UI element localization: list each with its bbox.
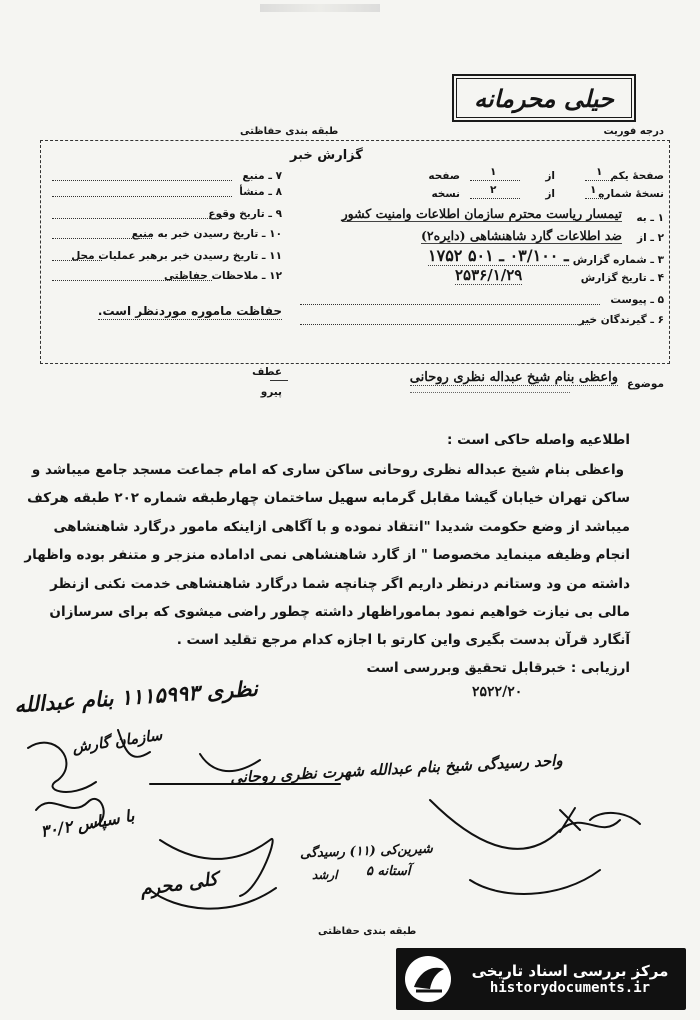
stamp-text: حیلی محرمانه bbox=[474, 83, 614, 113]
handwritten-note: واحد رسیدگی شیخ بنام عبدالله شهرت نظری روحانی bbox=[229, 751, 564, 787]
field-report-date-value: ۲۵۳۶/۱/۲۹ bbox=[455, 266, 523, 284]
subject-label: موضوع bbox=[627, 378, 664, 390]
field-to: ۱ ـ به bbox=[636, 212, 664, 224]
watermark-text bbox=[454, 962, 686, 996]
page-label: صفحهٔ یکم bbox=[610, 170, 664, 182]
body-line: ساکن تهران خیابان گیشا مقابل گرمابه سهیل ساختمان چهارطبقه شماره ۲۰۲ طبقه هرکف bbox=[27, 490, 630, 506]
field-from: ۲ ـ از bbox=[637, 232, 664, 244]
field-from-value: ضد اطلاعات گارد شاهنشاهی (دایره۲) bbox=[421, 228, 622, 243]
field-to-value: تیمسار ریاست محترم سازمان اطلاعات وامنیت کشور bbox=[341, 206, 622, 221]
handwritten-note: شیرین‌کی (۱۱) رسیدگی bbox=[299, 841, 434, 862]
subject-value: واعظی بنام شیخ عبداله نظری روحانی bbox=[409, 370, 618, 385]
watermark-url: historydocuments.ir bbox=[489, 980, 651, 996]
field-ops-line bbox=[52, 260, 102, 261]
handwritten-note: ارشد bbox=[312, 868, 338, 882]
page-from: از bbox=[545, 170, 555, 182]
handwritten-note: سازمان گارش bbox=[71, 725, 164, 757]
field-occurrence-date: ۹ ـ تاریخ وقوع bbox=[208, 208, 282, 220]
priority-label: درجه فوریت bbox=[603, 126, 664, 137]
field-source-line bbox=[52, 180, 232, 181]
watermark-title: مرکز بررسی اسناد تاریخی bbox=[471, 962, 669, 980]
body-line: مالی بی نیازت خواهیم نمود بماموراظهار داشته چطور راضی میشوی که برای سرسازان bbox=[49, 604, 630, 620]
copy-total-line bbox=[470, 198, 520, 199]
handwritten-note: آستانه ۵ bbox=[366, 864, 411, 879]
copy-total: ۲ bbox=[490, 184, 497, 196]
signature-strokes bbox=[28, 730, 640, 909]
atf-label: عطف bbox=[252, 366, 282, 378]
body-line: واعظی بنام شیخ عبداله نظری روحانی ساکن ساری که امام جماعت مسجد جامع میباشد و bbox=[31, 462, 624, 478]
copy-no: ۱ bbox=[590, 184, 597, 196]
field-report-number-value: ۱۷۵۲ ـ ۰۳/۱۰۰ ـ ۵۰۱ bbox=[428, 246, 569, 265]
protection-note: حفاظت ماموره موردنظر است. bbox=[97, 304, 282, 318]
field-recipients-line bbox=[300, 324, 590, 325]
field-ops-received: ۱۱ ـ تاریخ رسیدن خبر برهبر عملیات محل bbox=[71, 250, 282, 262]
field-origin-line bbox=[52, 196, 232, 197]
body-line: ارزیابی : خبرقابل تحقیق وبررسی است bbox=[366, 660, 630, 676]
body-line: اطلاعیه واصله حاکی است : bbox=[447, 432, 630, 448]
field-report-date: ۴ ـ تاریخ گزارش bbox=[580, 272, 664, 284]
subject-underline bbox=[410, 392, 570, 393]
handwritten-note: با سپاس ۳۰/۲ bbox=[39, 805, 136, 842]
report-title: گزارش خبر bbox=[290, 148, 363, 163]
page-no: ۱ bbox=[596, 166, 603, 178]
field-attachment-line bbox=[300, 304, 600, 305]
field-attachment: ۵ ـ پیوست bbox=[610, 294, 664, 306]
body-line: آنگارد قرآن بدست بگیری واین کارتو با اجازه کدام مرجع تقلید است . bbox=[176, 632, 630, 648]
document-archive-icon bbox=[402, 953, 454, 1005]
peyro-label: پیرو bbox=[260, 386, 282, 398]
atf-line bbox=[270, 380, 288, 381]
classification-top: طبقه بندی حفاظتی bbox=[240, 126, 339, 137]
field-source: ۷ ـ منبع bbox=[242, 170, 282, 182]
field-source-received: ۱۰ ـ تاریخ رسیدن خبر به منبع bbox=[131, 228, 282, 240]
body-line: داشته من ود وستانم درنظر داریم اگر چنانچه شما درگارد شاهنشاهی خدمت نکنی ازنظر bbox=[50, 576, 630, 592]
page-no-line bbox=[585, 180, 615, 181]
field-protection-line bbox=[52, 280, 212, 281]
page-unit: صفحه bbox=[428, 170, 460, 182]
copy-from: از bbox=[545, 188, 555, 200]
classification-stamp bbox=[452, 74, 636, 122]
body-line: میباشد از وضع حکومت شدیدا "انتقاد نموده و با آگاهی ازاینکه مامور درگارد شاهنشاهی bbox=[53, 519, 630, 535]
page-total-line bbox=[470, 180, 520, 181]
field-received-line bbox=[52, 238, 152, 239]
copy-label: نسخهٔ شماره bbox=[598, 188, 664, 200]
copy-no-line bbox=[585, 198, 605, 199]
signature-scribbles bbox=[0, 690, 700, 940]
classification-bottom: طبقه بندی حفاظتی bbox=[318, 926, 417, 937]
copy-unit: نسخه bbox=[431, 188, 460, 200]
handwritten-note: نظری ۱۱۱۵۹۹۳ بنام عبدالله bbox=[13, 675, 259, 718]
body-number: ۲۵۲۲/۲۰ bbox=[472, 684, 523, 700]
field-occurrence-line bbox=[52, 218, 222, 219]
field-recipients: ۶ ـ گیرندگان خبر bbox=[578, 314, 664, 326]
header-remnant bbox=[260, 4, 380, 12]
watermark-banner bbox=[396, 948, 686, 1010]
body-line: انجام وظیفه مینماید مخصوصا " از گارد شاهنشاهی نمی اداماده منزجر و متنفر بوده واظهار bbox=[24, 547, 630, 563]
field-origin: ۸ ـ منشأ bbox=[239, 186, 282, 198]
field-report-number: ۳ ـ شماره گزارش bbox=[572, 254, 664, 266]
page-total: ۱ bbox=[490, 166, 497, 178]
handwritten-note: کلی محرم bbox=[138, 868, 220, 901]
field-protection: ۱۲ ـ ملاحظات حفاظتی bbox=[163, 270, 282, 282]
